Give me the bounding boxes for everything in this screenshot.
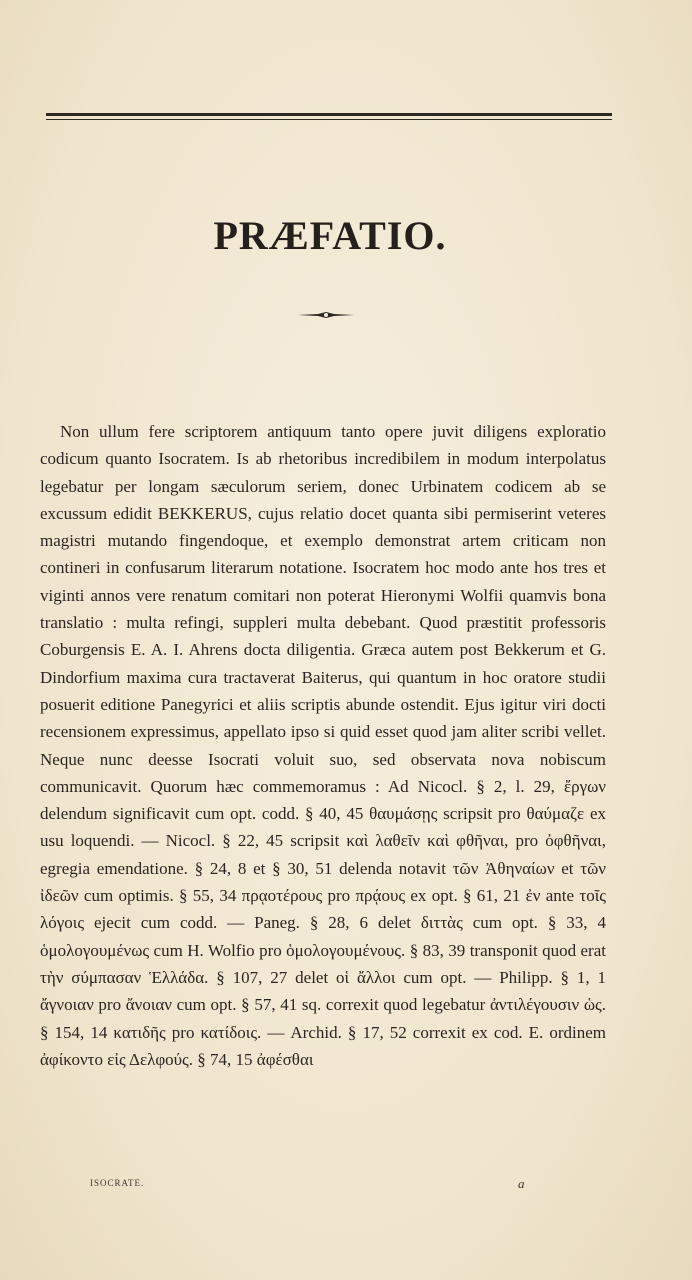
page-title: PRÆFATIO. <box>213 213 447 258</box>
ornament-dash-icon <box>296 310 356 320</box>
top-rule <box>46 113 612 122</box>
signature-mark: ISOCRATE. <box>90 1178 145 1188</box>
preface-body <box>40 418 606 1073</box>
preface-paragraph: Non ullum fere scriptorem antiquum tanto opere juvit diligens exploratio codicum quanto Isocratem. Is ab rhetoribus incredibilem in modum interpolatus legebatur per longam sæculorum seriem, donec Urbinatem codicem ab se excussum edidit BEKKERUS, cujus relatio docet quanta sibi permiserint veteres magistri mutando fingendoque, et exemplo demonstrat artem criticam non contineri in confusarum literarum notatione. Isocratem hoc modo ante hos tres et viginti annos vere renatum comitari non poterat Hieronymi Wolfii quamvis bona translatio : multa refingi, suppleri multa debebant. Quod præstitit professoris Coburgensis E. A. I. Ahrens docta diligentia. Græca autem post Bekkerum et G. Dindorfium maxima cura tractaverat Baiterus, qui quantum in hoc oratore studii posuerit editione Panegyrici et aliis scriptis abunde ostendit. Ejus igitur viri docti recensionem expressimus, appellato ipso si quid esset quod jam aliter scribi vellet. Neque nunc deesse Isocrati voluit suo, sed observata nova nobiscum communicavit. Quorum hæc commemoramus : Ad Nicocl. § 2, l. 29, ἔργων delendum significavit cum opt. codd. § 40, 45 θαυμάσῃς scripsit pro θαύμαζε ex usu loquendi. — Nicocl. § 22, 45 scripsit καὶ λαθεῖν καὶ φθῆναι, pro ὀφθῆναι, egregia emendatione. § 24, 8 et § 30, 51 delenda notavit τῶν Ἀθηναίων et τῶν ἰδεῶν cum optimis. § 55, 34 πρᾳοτέρους pro πρᾴους ex opt. § 61, 21 ἐν ante τοῖς λόγοις ejecit cum codd. — Paneg. § 28, 6 delet διττὰς cum opt. § 33, 4 ὁμολογουμένως cum H. Wolfio pro ὁμολογουμένους. § 83, 39 transponit quod erat τὴν σύμπασαν Ἑλλάδα. § 107, 27 delet οἱ ἄλλοι cum opt. — Philipp. § 1, 1 ἄγνοιαν pro ἄνοιαν cum opt. § 57, 41 sq. correxit quod legebatur ἀντιλέγουσιν ὡς. § 154, 14 κατιδῆς pro κατίδοις. — Archid. § 17, 52 correxit ex cod. E. ordinem ἀφίκοντο εἰς Δελφούς. § 74, 15 ἀφέσθαι <box>40 422 606 1069</box>
signature-letter: a <box>518 1176 525 1191</box>
